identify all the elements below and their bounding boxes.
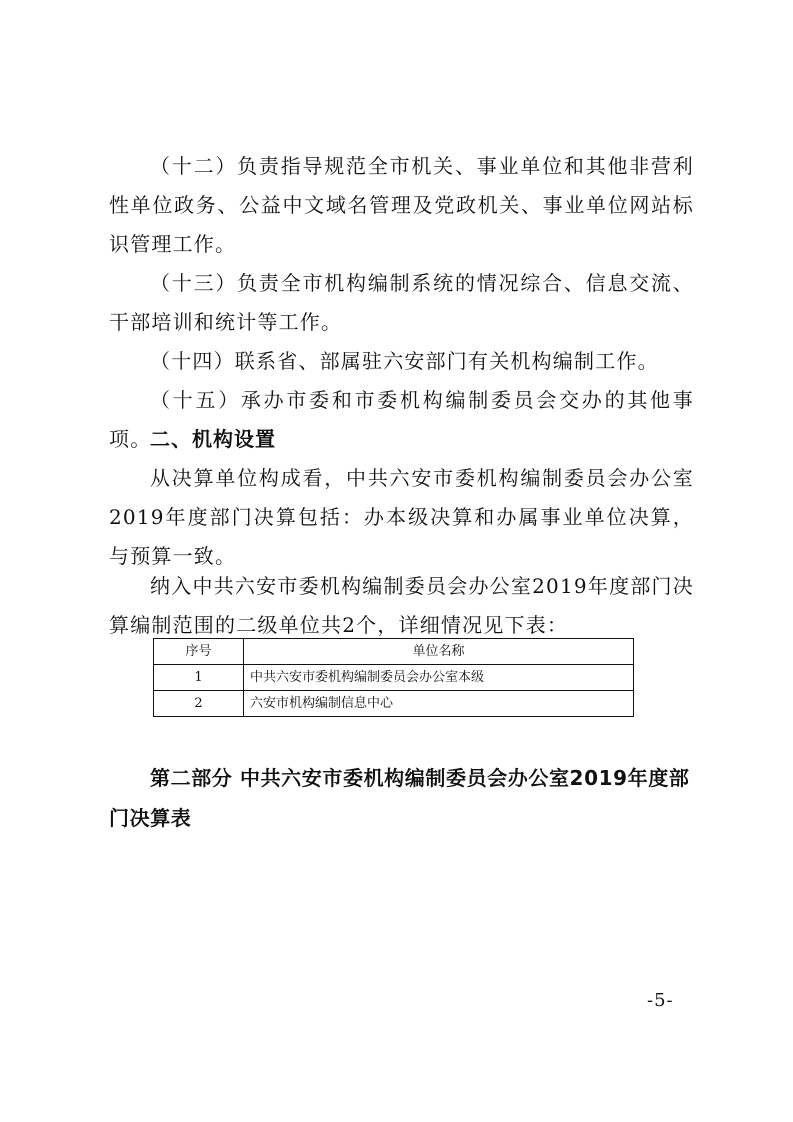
row-index: 1 (154, 665, 244, 691)
paragraph-secondary-units: 纳入中共六安市委机构编制委员会办公室2019年度部门决算编制范围的二级单位共2个，详细情况见下表： (109, 574, 694, 637)
row-index: 2 (154, 691, 244, 717)
row-unit-name: 中共六安市委机构编制委员会办公室本级 (244, 665, 634, 691)
page-number: -5- (647, 990, 674, 1011)
paragraph-item-12: （十二）负责指导规范全市机关、事业单位和其他非营利性单位政务、公益中文域名管理及党政机关、事业单位网站标识管理工作。 (109, 154, 694, 256)
table-header-row (154, 639, 634, 665)
header-unit-name: 单位名称 (244, 639, 634, 665)
paragraph-budget-composition: 从决算单位构成看，中共六安市委机构编制委员会办公室2019年度部门决算包括：办本级决算和办属事业单位决算，与预算一致。 (109, 466, 694, 568)
table-row (154, 691, 634, 717)
part-two-title: 第二部分 中共六安市委机构编制委员会办公室2019年度部门决算表 (109, 766, 690, 830)
header-index: 序号 (154, 639, 244, 665)
paragraph-item-13: （十三）负责全市机构编制系统的情况综合、信息交流、干部培训和统计等工作。 (109, 271, 694, 334)
paragraph-item-15: （十五）承办市委和市委机构编制委员会交办的其他事项。 (109, 388, 694, 451)
row-unit-name: 六安市机构编制信息中心 (244, 691, 634, 717)
table-row (154, 665, 634, 691)
paragraph-item-14: （十四）联系省、部属驻六安部门有关机构编制工作。 (150, 349, 659, 373)
section-heading-organization: 二、机构设置 (150, 427, 276, 451)
units-table (153, 638, 634, 717)
